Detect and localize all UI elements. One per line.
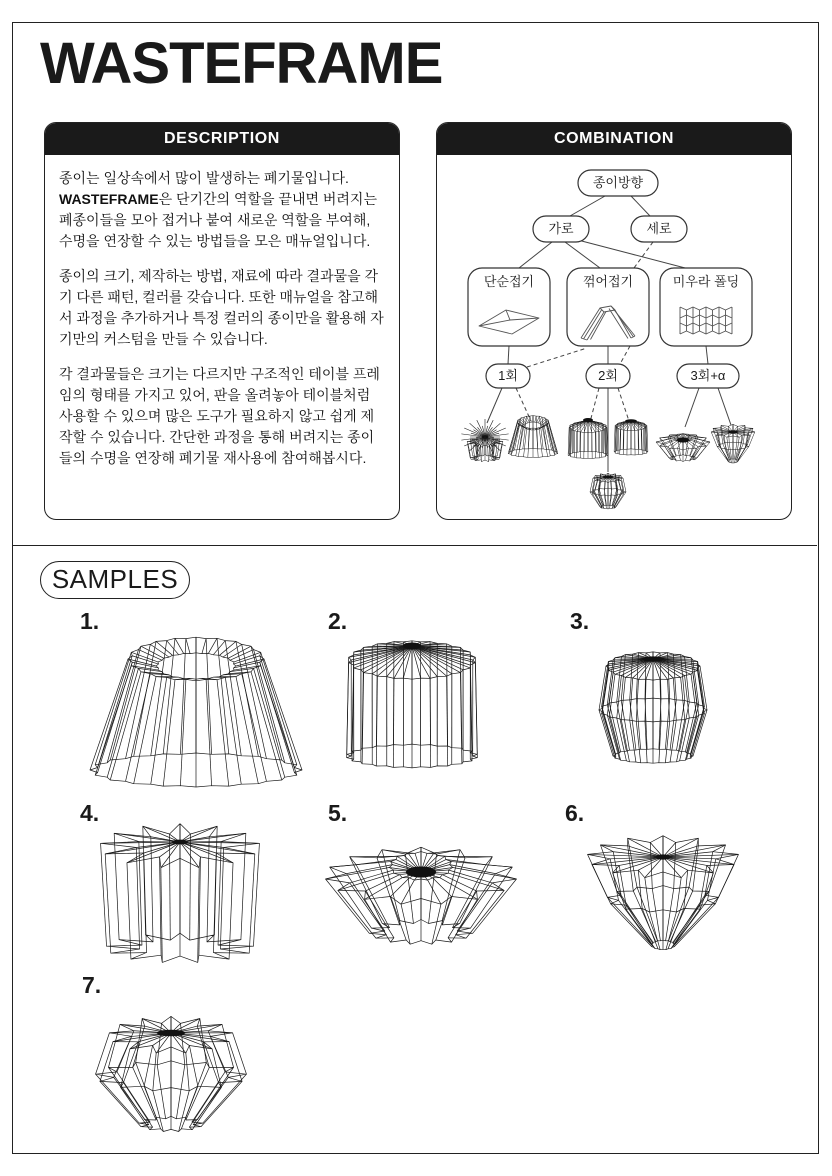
sample-illustration-2 — [332, 614, 492, 786]
combination-flowchart — [437, 155, 791, 520]
svg-text:1회: 1회 — [498, 368, 518, 383]
sample-number-5: 5. — [328, 800, 348, 826]
samples-header: SAMPLES — [40, 561, 190, 599]
sample-number-6: 6. — [565, 800, 585, 826]
section-divider — [12, 545, 817, 546]
svg-text:꺾어접기: 꺾어접기 — [582, 274, 634, 289]
description-panel — [44, 122, 400, 520]
description-paragraph-2: 종이의 크기, 제작하는 방법, 재료에 따라 결과물을 각기 다른 패턴, 컬러를 갖습니다. 또한 매뉴얼을 참고해서 과정을 추가하거나 특정 컬러의 종이만을 활용해 자기만의 커스텀을 만들 수 있습니다. — [59, 268, 384, 347]
svg-text:세로: 세로 — [646, 221, 672, 236]
description-paragraph-1: 종이는 일상속에서 많이 발생하는 폐기물입니다. WASTEFRAME은 단기간의 역할을 끝내면 버려지는 폐종이들을 모아 접거나 붙여 새로운 역할을 부여해, 수명을 연장할 수 있는 방법들을 모은 매뉴얼입니다. — [59, 170, 377, 249]
flow-node-vertical — [631, 216, 687, 242]
sample-illustration-5 — [316, 812, 526, 957]
svg-text:종이방향: 종이방향 — [592, 175, 644, 190]
sample-number-3: 3. — [570, 608, 590, 634]
combination-panel — [436, 122, 792, 520]
description-body — [45, 155, 399, 469]
svg-text:미우라 폴딩: 미우라 폴딩 — [672, 274, 740, 289]
sample-illustration-3 — [588, 630, 718, 780]
sample-illustration-6 — [578, 815, 748, 965]
sample-number-7: 7. — [82, 972, 102, 998]
sample-illustration-7 — [95, 1000, 275, 1135]
svg-text:가로: 가로 — [548, 221, 574, 236]
flow-node-horizontal — [533, 216, 589, 242]
svg-text:3회+α: 3회+α — [690, 368, 726, 383]
description-header: DESCRIPTION — [45, 123, 399, 155]
svg-text:단순접기: 단순접기 — [483, 274, 535, 289]
flow-box-simple-fold — [468, 268, 550, 346]
flow-box-bend-fold — [567, 268, 649, 346]
flowchart-svg — [437, 155, 789, 519]
page-title: WASTEFRAME — [40, 31, 443, 96]
svg-text:2회: 2회 — [598, 368, 618, 383]
flow-node-count-1 — [486, 364, 530, 388]
description-paragraph-3: 각 결과물들은 크기는 다르지만 구조적인 테이블 프레임의 형태를 가지고 있어, 판을 올려놓아 테이블처럼 사용할 수 있으며 많은 도구가 필요하지 않고 쉽게 제작할 수 있습니다. 간단한 과정을 통해 버려지는 종이들의 수명을 연장해 폐기물 재사용에 참여해봅시다. — [59, 366, 380, 466]
combination-header: COMBINATION — [437, 123, 791, 155]
flow-box-miura-fold — [660, 268, 752, 346]
sample-number-1: 1. — [80, 608, 100, 634]
sample-illustration-4 — [85, 806, 275, 966]
flow-node-count-3 — [677, 364, 739, 388]
sample-illustration-1 — [78, 622, 318, 797]
flow-node-paper-direction — [578, 170, 658, 196]
sample-number-2: 2. — [328, 608, 348, 634]
sample-number-4: 4. — [80, 800, 100, 826]
flow-node-count-2 — [586, 364, 630, 388]
